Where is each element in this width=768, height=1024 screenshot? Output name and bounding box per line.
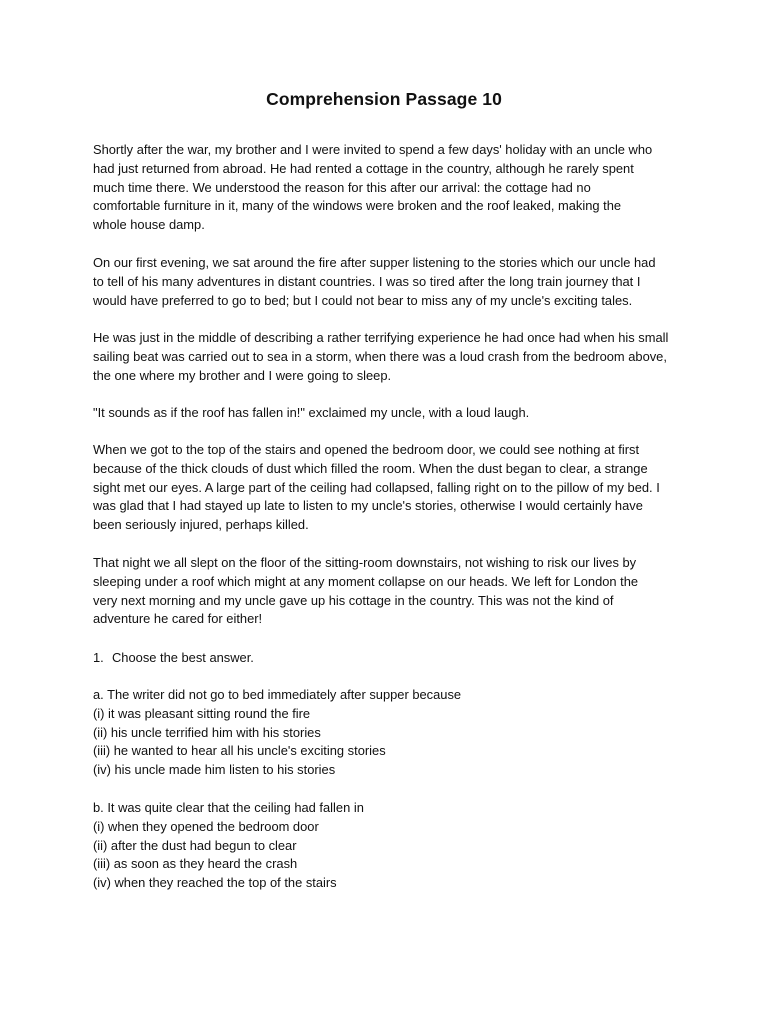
answer-option: (iii) as soon as they heard the crash bbox=[93, 856, 298, 872]
text-line: That night we all slept on the floor of the sitting-room downstairs, not wishing to risk our lives by bbox=[93, 555, 637, 570]
paragraph-3 bbox=[93, 329, 683, 385]
text-line: On our first evening, we sat around the fire after supper listening to the stories which our uncle had bbox=[93, 255, 656, 270]
page-title: Comprehension Passage 10 bbox=[266, 89, 502, 109]
question-heading bbox=[93, 649, 683, 668]
question-stem: a. The writer did not go to bed immediately after supper because bbox=[93, 687, 462, 702]
text-line: the one where my brother and I were going to sleep. bbox=[93, 367, 392, 383]
question-heading-line bbox=[93, 649, 683, 668]
paragraph-1 bbox=[93, 141, 683, 235]
text-line: whole house damp. bbox=[93, 217, 205, 233]
question-number: 1. bbox=[93, 650, 104, 665]
question-instruction: Choose the best answer. bbox=[112, 650, 254, 665]
text-line: to tell of his many adventures in distant countries. I was so tired after the long train journey that I bbox=[93, 273, 641, 289]
text-line: sleeping under a roof which might at any moment collapse on our heads. We left for London the bbox=[93, 573, 639, 589]
question-b bbox=[93, 799, 683, 893]
text-line: comfortable furniture in it, many of the windows were broken and the roof leaked, making the bbox=[93, 198, 622, 214]
text-line: "It sounds as if the roof has fallen in!" exclaimed my uncle, with a loud laugh. bbox=[93, 405, 530, 420]
answer-option: (i) when they opened the bedroom door bbox=[93, 818, 319, 834]
answer-option: (ii) his uncle terrified him with his stories bbox=[93, 724, 321, 740]
text-line: very next morning and my uncle gave up his cottage in the country. This was not the kind of bbox=[93, 592, 614, 608]
question-a bbox=[93, 686, 683, 780]
text-line: because of the thick clouds of dust which filled the room. When the dust began to clear, a strange bbox=[93, 460, 648, 476]
paragraph-5 bbox=[93, 441, 683, 535]
answer-option: (iv) when they reached the top of the stairs bbox=[93, 875, 337, 891]
paragraph-2 bbox=[93, 254, 683, 310]
answer-option: (iv) his uncle made him listen to his stories bbox=[93, 762, 336, 778]
text-line: been seriously injured, perhaps killed. bbox=[93, 517, 309, 533]
text-line: Shortly after the war, my brother and I were invited to spend a few days' holiday with an uncle who bbox=[93, 142, 653, 157]
text-line: sailing beat was carried out to sea in a storm, when there was a loud crash from the bedroom above, bbox=[93, 348, 667, 364]
text-line: sight met our eyes. A large part of the ceiling had collapsed, falling right on to the pillow of my bed. I bbox=[93, 479, 660, 495]
text-line: had just returned from abroad. He had rented a cottage in the country, although he rarely spent bbox=[93, 160, 634, 176]
text-line: much time there. We understood the reason for this after our arrival: the cottage had no bbox=[93, 179, 591, 195]
text-line: When we got to the top of the stairs and opened the bedroom door, we could see nothing at first bbox=[93, 442, 640, 457]
paragraph-6 bbox=[93, 554, 683, 629]
text-line: would have preferred to go to bed; but I could not bear to miss any of my uncle's exciting tales. bbox=[93, 292, 633, 308]
paragraph-4 bbox=[93, 404, 683, 423]
answer-option: (ii) after the dust had begun to clear bbox=[93, 837, 297, 853]
text-line: was glad that I had stayed up late to listen to my uncle's stories, otherwise I would certainly have bbox=[93, 498, 643, 514]
text-line: adventure he cared for either! bbox=[93, 611, 263, 627]
question-stem: b. It was quite clear that the ceiling had fallen in bbox=[93, 800, 364, 815]
answer-option: (i) it was pleasant sitting round the fire bbox=[93, 705, 311, 721]
text-line: He was just in the middle of describing a rather terrifying experience he had once had when his small bbox=[93, 330, 669, 345]
answer-option: (iii) he wanted to hear all his uncle's exciting stories bbox=[93, 743, 386, 759]
